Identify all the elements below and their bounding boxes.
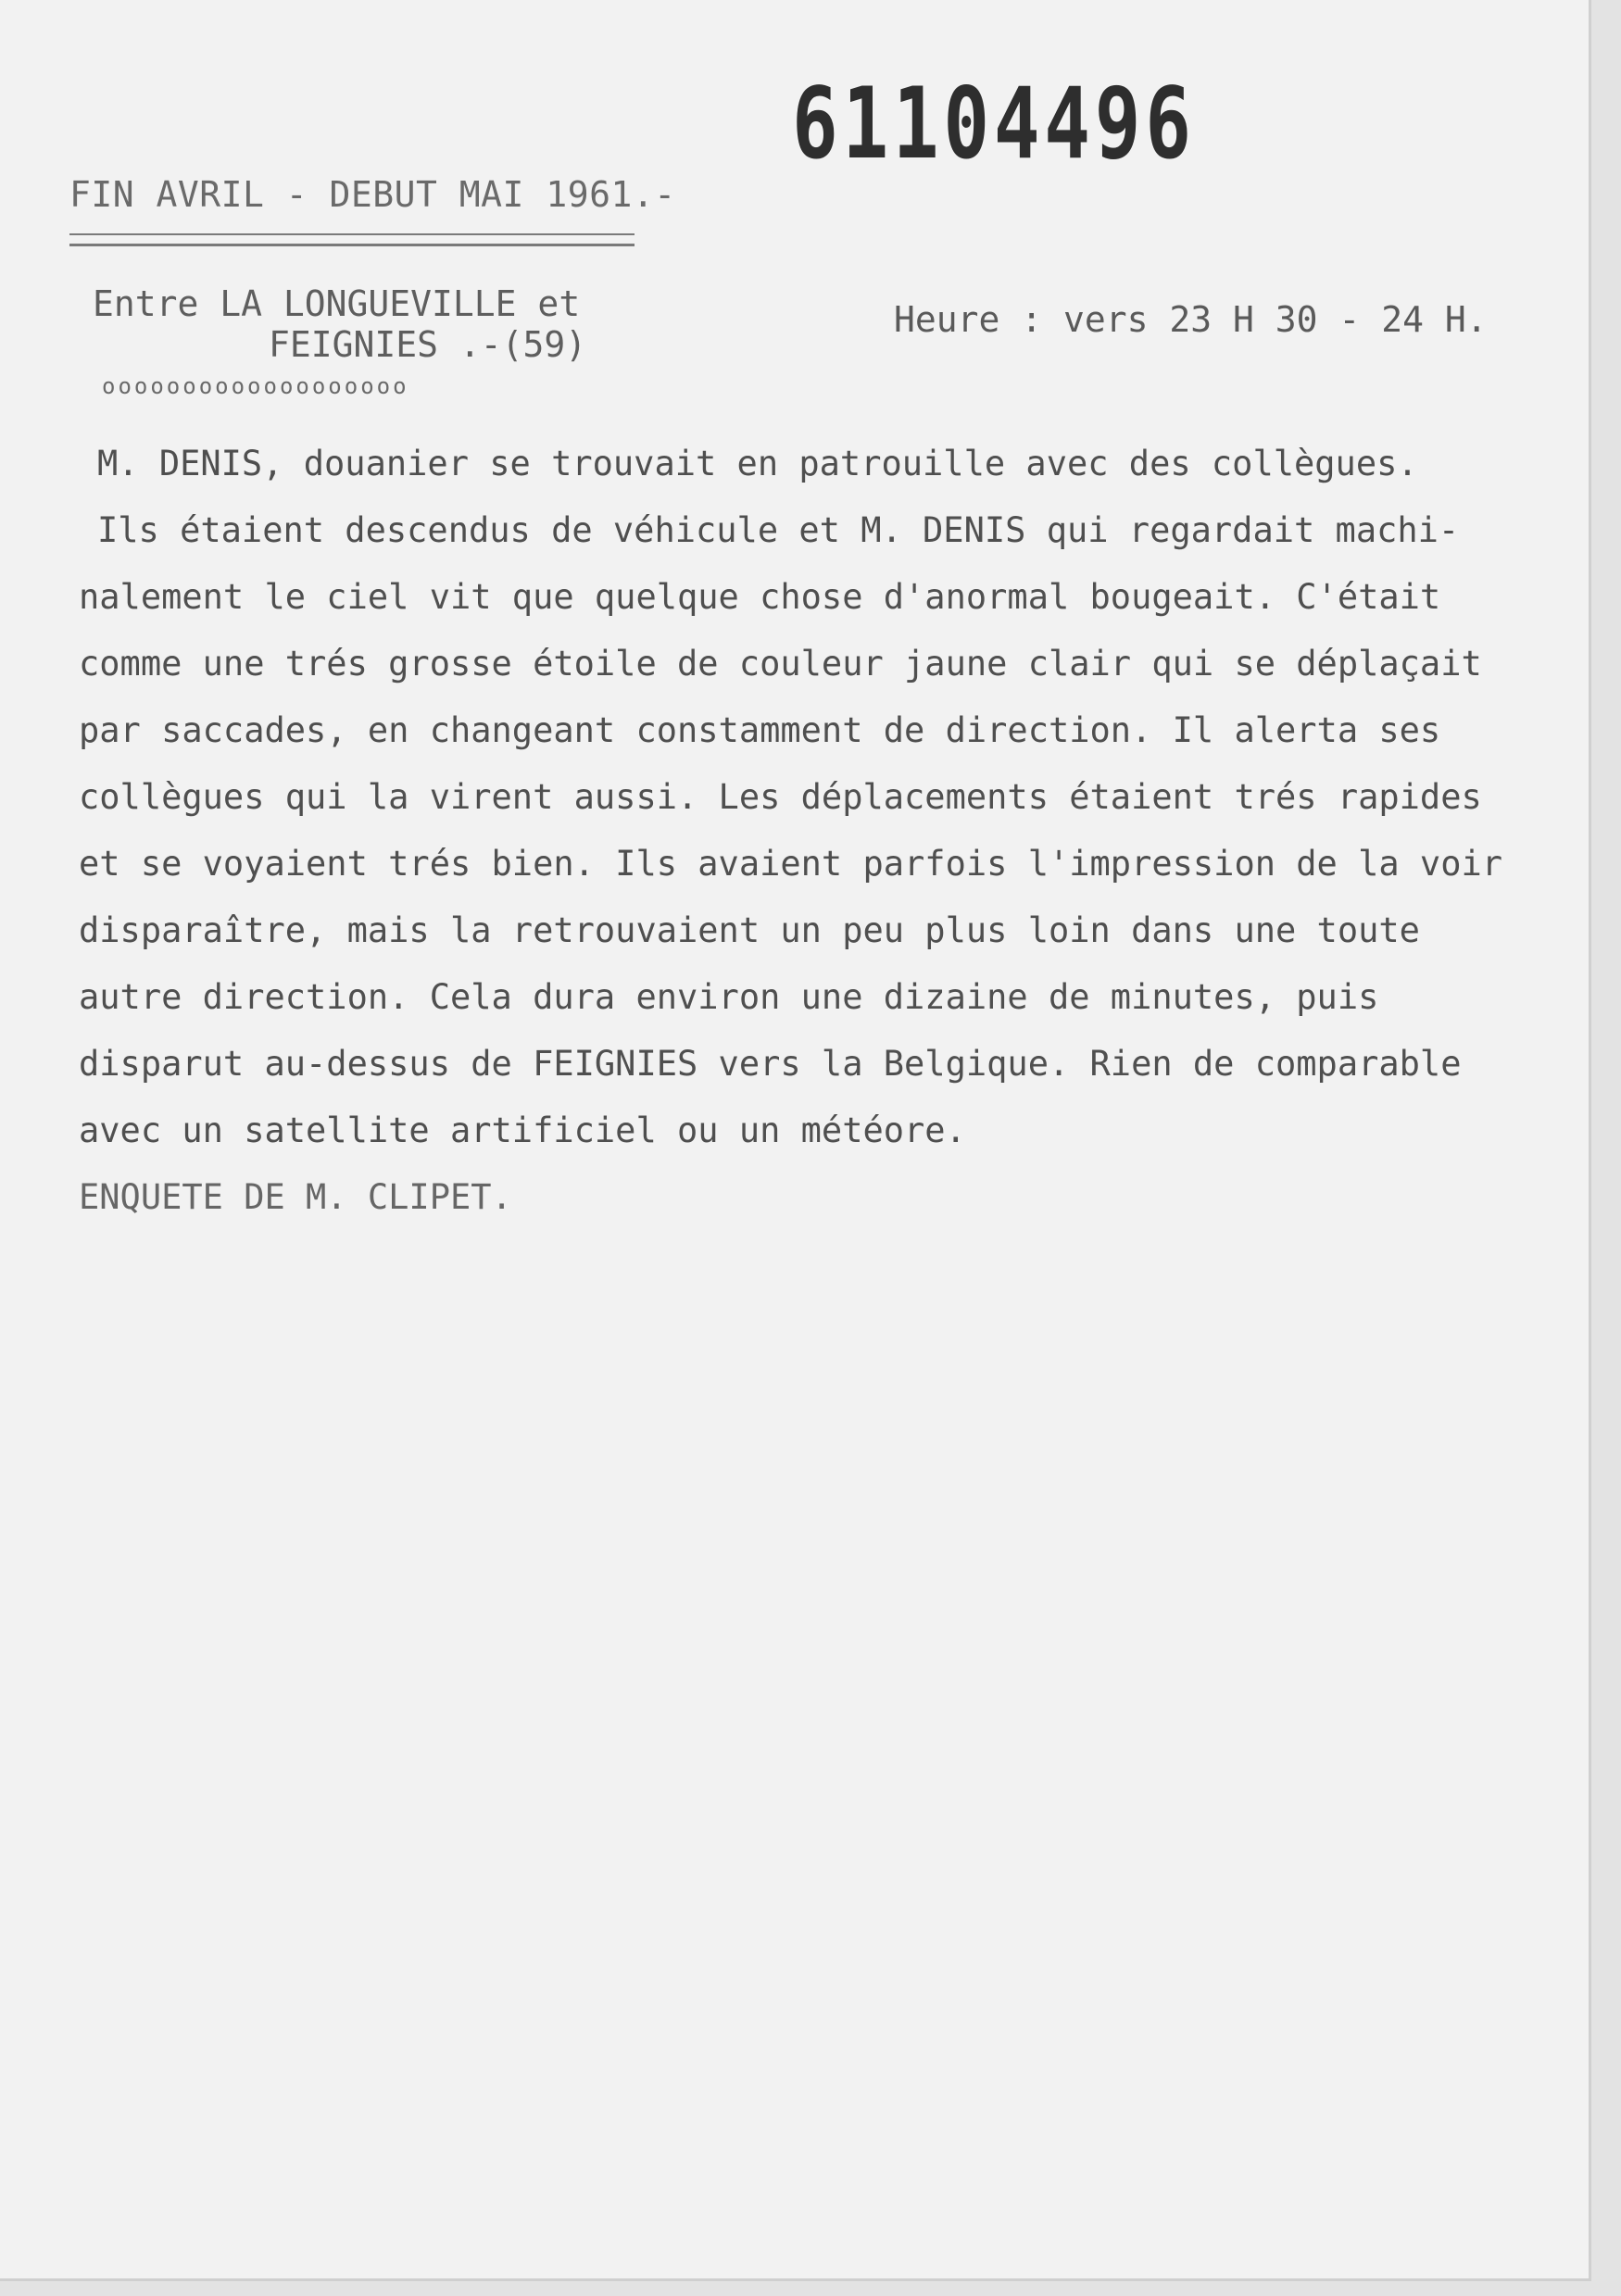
body-line: collègues qui la virent aussi. Les déplacements étaient trés rapides: [79, 777, 1482, 817]
date-underline: [69, 233, 635, 246]
body-line: autre direction. Cela dura environ une dizaine de minutes, puis: [79, 977, 1379, 1017]
body-line: Ils étaient descendus de véhicule et M. DENIS qui regardait machi-: [97, 510, 1460, 550]
body-line: disparut au-dessus de FEIGNIES vers la Belgique. Rien de comparable: [79, 1044, 1462, 1084]
report-date: FIN AVRIL - DEBUT MAI 1961.-: [69, 174, 676, 215]
body-line: avec un satellite artificiel ou un météore.: [79, 1110, 966, 1150]
report-body: [79, 431, 1579, 1231]
location-line-2: FEIGNIES .-(59): [269, 324, 587, 365]
body-line: par saccades, en changeant constamment de direction. Il alerta ses: [79, 710, 1441, 750]
location-line-1: Entre LA LONGUEVILLE et: [93, 283, 581, 324]
enquete-line: ENQUETE DE M. CLIPET.: [79, 1177, 512, 1217]
location-separator: ooooooooooooooooooo: [102, 373, 409, 399]
body-line: comme une trés grosse étoile de couleur jaune clair qui se déplaçait: [79, 644, 1482, 684]
report-time: Heure : vers 23 H 30 - 24 H.: [894, 299, 1488, 340]
body-line: M. DENIS, douanier se trouvait en patrouille avec des collègues.: [97, 444, 1418, 483]
body-line: et se voyaient trés bien. Ils avaient parfois l'impression de la voir: [79, 844, 1503, 884]
archive-number: 61104496: [792, 67, 1196, 181]
body-line: disparaître, mais la retrouvaient un peu plus loin dans une toute: [79, 910, 1420, 950]
body-line: nalement le ciel vit que quelque chose d'anormal bougeait. C'était: [79, 577, 1441, 617]
